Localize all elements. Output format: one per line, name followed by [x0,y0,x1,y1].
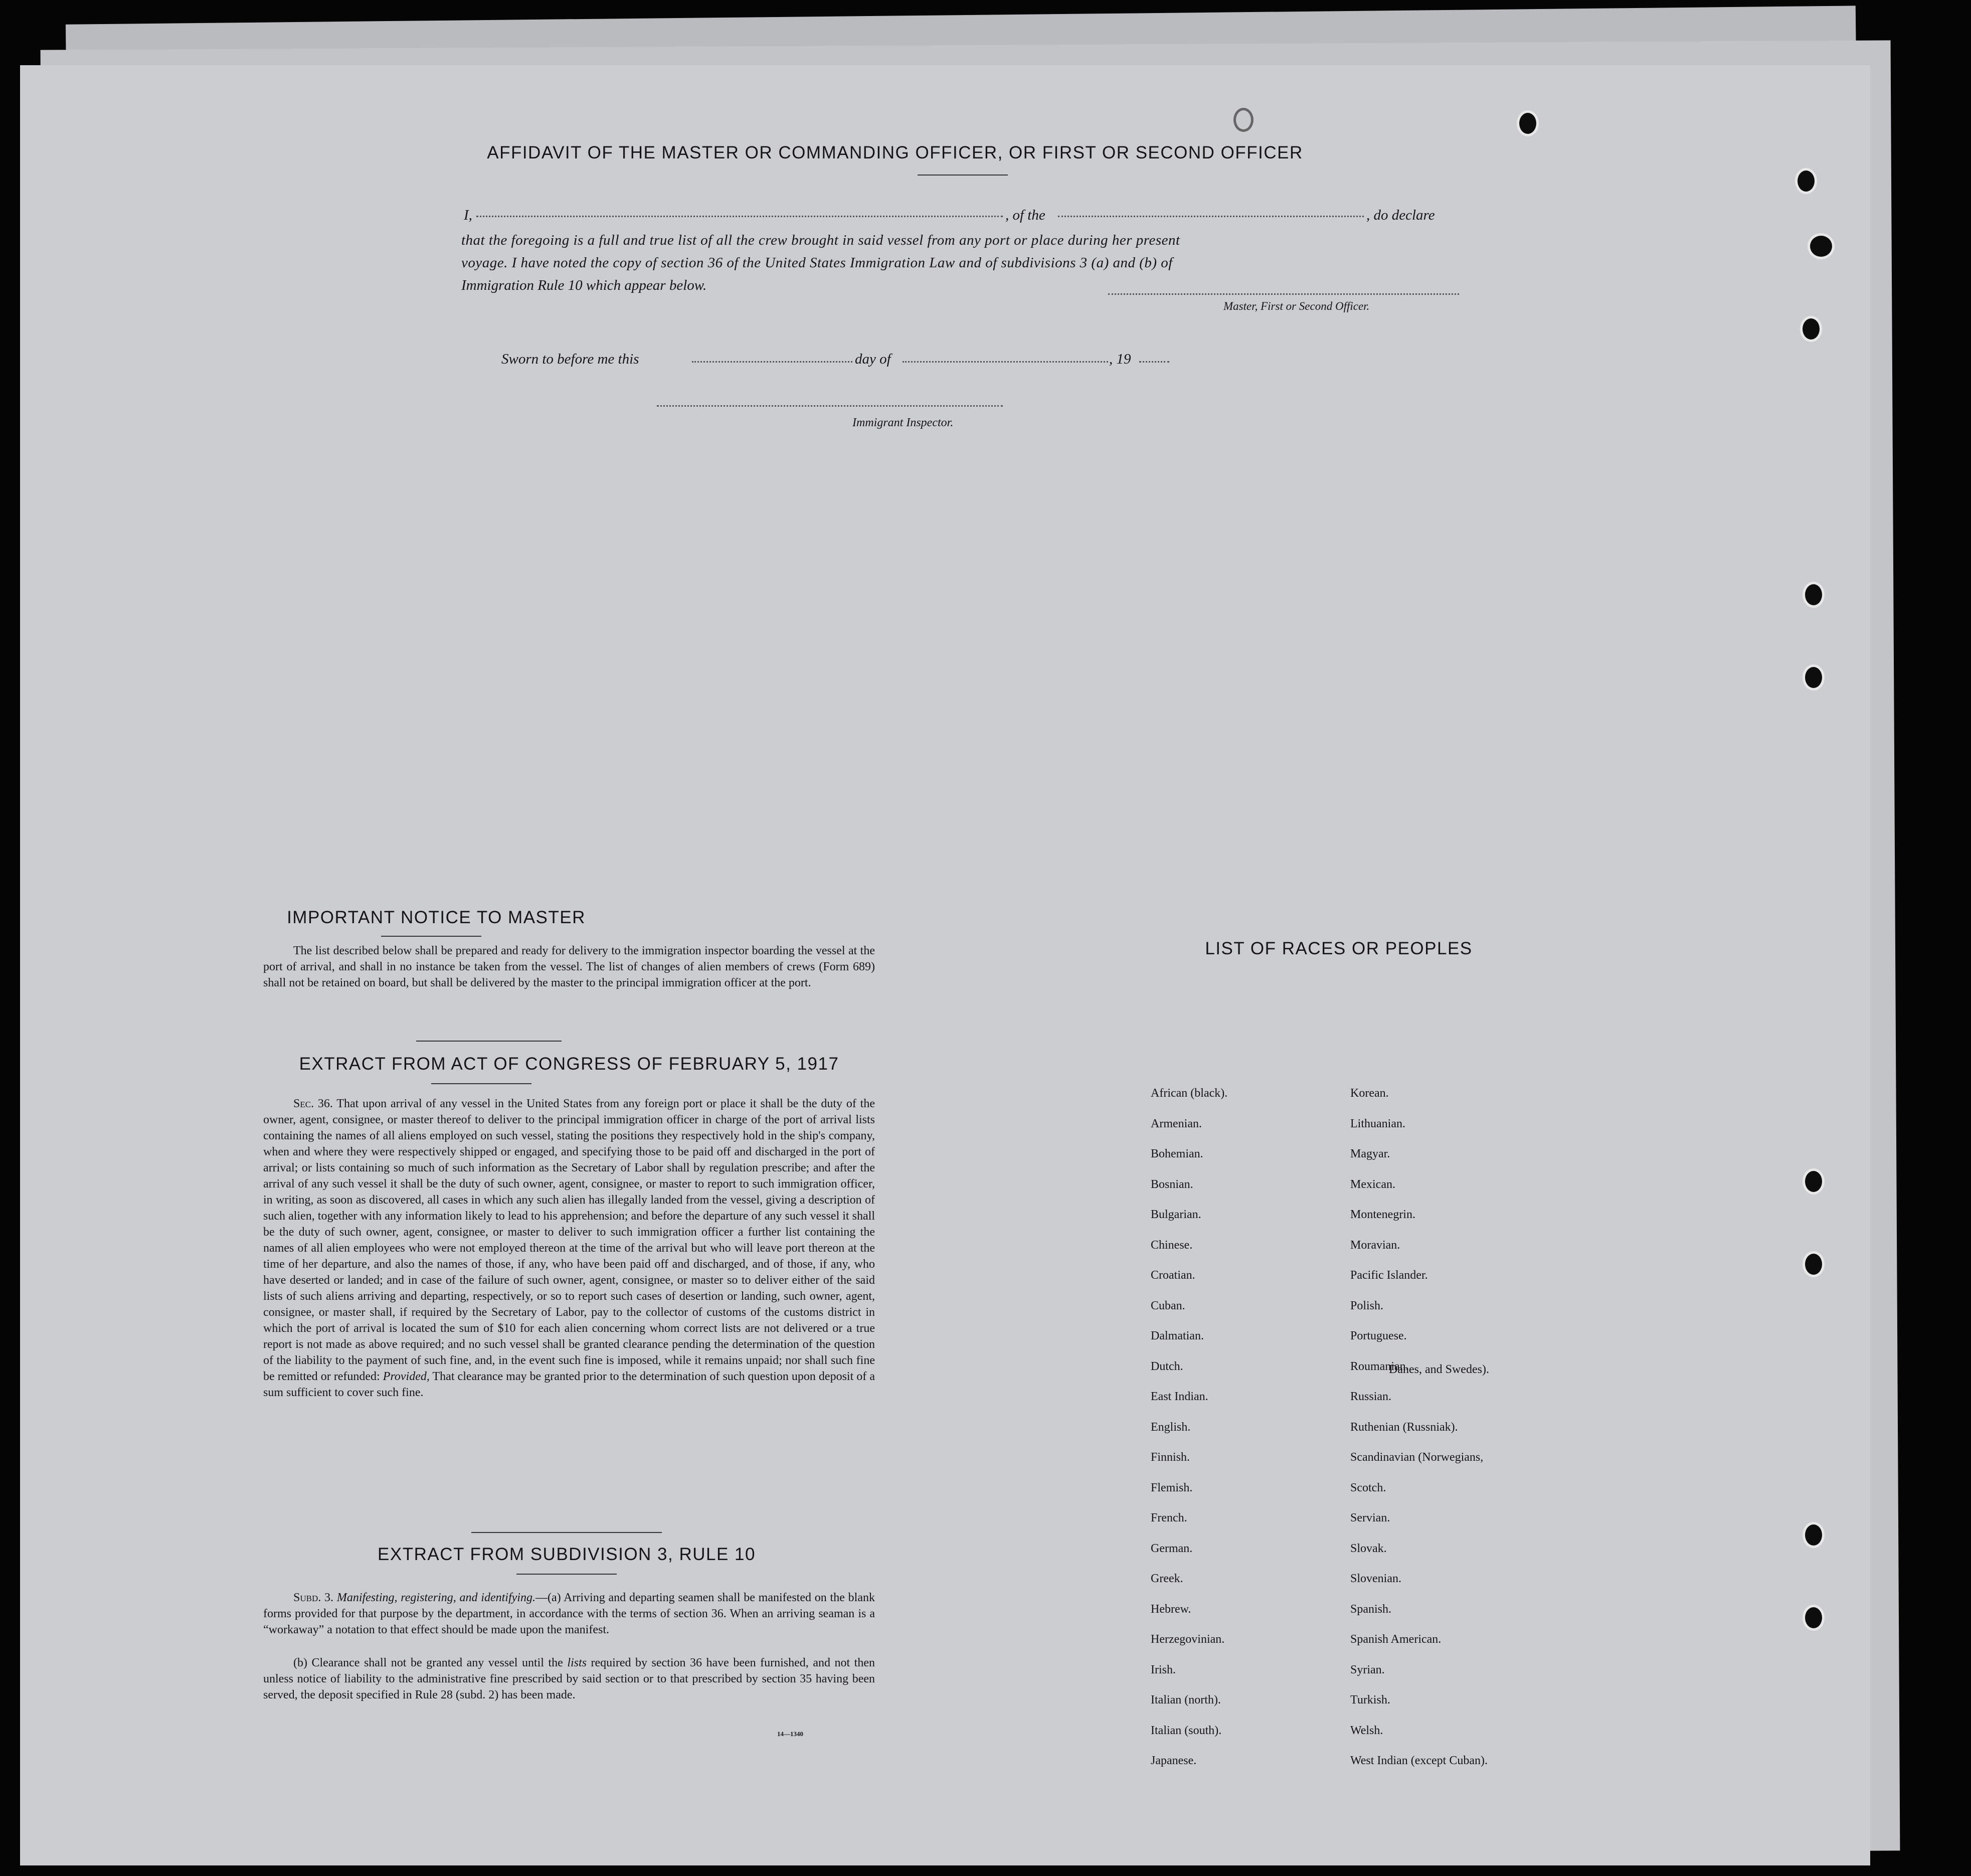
punch-hole [1803,1251,1825,1277]
race-item: Slovenian. [1350,1572,1401,1585]
race-item: Pacific Islander. [1350,1269,1428,1282]
subd-label: Subd. 3. [293,1591,334,1604]
divider [381,936,481,937]
signature-label: Master, First or Second Officer. [1223,300,1370,312]
affidavit-title: AFFIDAVIT OF THE MASTER OR COMMANDING OFFICER, OR FIRST OR SECOND OFFICER [487,143,1303,162]
race-item: Moravian. [1350,1238,1400,1252]
para-b-end: required by section 36 have been furnished, and not then unless notice of liability to the administrative fine prescribed by said section or to that prescribed by section 35 having been served, the deposit specified in Rule 28 (subd. 2) has been made. [263,1656,875,1701]
document-page [20,65,1870,1865]
rule-paragraph-a [263,1590,875,1638]
punch-hole [1795,168,1817,194]
subd-text: —(a) Arriving and departing seamen shall be manifested on the blank forms provided for that purpose by the department, in accordance with the terms of section 36. When an arriving seaman is a “workaway” a notation to that effect should be made upon the manifest. [263,1591,875,1636]
race-item: Roumanian. [1350,1359,1409,1373]
race-item: Servian. [1350,1511,1390,1524]
divider [416,1041,562,1042]
race-item: East Indian. [1151,1390,1208,1403]
punch-hole [1233,108,1253,132]
subd-title: Manifesting, registering, and identifying. [336,1591,535,1604]
sworn-day-field[interactable] [692,361,852,363]
race-item: English. [1151,1420,1191,1434]
race-item: Chinese. [1151,1238,1193,1252]
signature-field[interactable] [1108,293,1459,295]
divider [471,1532,662,1533]
affidavit-line: Immigration Rule 10 which appear below. [461,277,707,293]
punch-hole [1803,1522,1825,1548]
race-item: Flemish. [1151,1481,1193,1494]
punch-hole [1808,233,1835,259]
race-item: Spanish American. [1350,1633,1442,1646]
rule-extract-title: EXTRACT FROM SUBDIVISION 3, RULE 10 [378,1545,756,1564]
race-item: Italian (north). [1151,1693,1221,1707]
race-item: German. [1151,1542,1193,1555]
section-label: Sec. 36. [293,1097,333,1110]
notice-text: The list described below shall be prepared and ready for delivery to the immigration inspector boarding the vessel at the port of arrival, and shall in no instance be taken from the vessel. The list of changes of alien members of crews (Form 689) shall not be retained on board, but shall be delivered by the master to the principal immigration officer at the port. [263,944,875,989]
race-item: Japanese. [1151,1754,1197,1767]
year-label: , 19 [1109,351,1131,367]
race-item-continuation: Danes, and Swedes). [1389,1363,1489,1376]
divider [516,1574,617,1575]
race-item: Lithuanian. [1350,1117,1405,1130]
name-field[interactable] [476,216,1003,217]
inspector-label: Immigrant Inspector. [852,416,954,429]
race-item: Scotch. [1350,1481,1386,1494]
race-item: Syrian. [1350,1663,1385,1676]
races-title: LIST OF RACES OR PEOPLES [1205,939,1473,958]
punch-hole [1803,664,1825,691]
race-item: French. [1151,1511,1187,1524]
race-item: Dalmatian. [1151,1329,1204,1342]
sworn-month-field[interactable] [903,361,1108,363]
race-item: Turkish. [1350,1693,1390,1707]
race-item: Irish. [1151,1663,1176,1676]
divider [431,1083,531,1084]
affidavit-i-label: I, [464,207,472,223]
race-item: Croatian. [1151,1269,1195,1282]
para-b-start: (b) Clearance shall not be granted any vessel until the [293,1656,563,1669]
race-item: Finnish. [1151,1451,1190,1464]
race-item: Greek. [1151,1572,1183,1585]
race-item: Mexican. [1350,1177,1395,1191]
rule-paragraph-b [263,1655,875,1703]
form-number: 14—1340 [777,1730,803,1738]
race-item: Hebrew. [1151,1602,1191,1616]
race-item: Korean. [1350,1087,1389,1100]
race-item: Italian (south). [1151,1724,1222,1737]
race-item: African (black). [1151,1087,1228,1100]
affidavit-line: voyage. I have noted the copy of section 36 of the United States Immigration Law and of subdivisions 3 (a) and (b) of [461,255,1173,271]
race-item: Russian. [1350,1390,1392,1403]
vessel-field[interactable] [1058,216,1364,217]
race-item: Polish. [1350,1299,1384,1312]
race-item: Bulgarian. [1151,1208,1201,1221]
race-item: Magyar. [1350,1147,1390,1160]
section-text: That upon arrival of any vessel in the United States from any foreign port or place it shall be the duty of the owner, agent, consignee, or master thereof to deliver to the principal immigration officer in charge of the port of arrival lists containing the names of all aliens employed on such vessel, stating the positions they respectively hold in the ship's company, when and where they were respectively shipped or engaged, and specifying those to be paid off and discharged in the port of arrival; or lists containing so much of such information as the Secretary of Labor shall by regulation prescribe; and after the arrival of any such vessel it shall be the duty of such owner, agent, consignee, or master to report to such immigration officer, in writing, as soon as discovered, all cases in which any such alien has illegally landed from the vessel, giving a description of such alien, together with any information likely to lead to his apprehension; and before the departure of any such vessel it shall be the duty of such owner, agent, consignee, or master to deliver to such immigration officer a further list containing the names of all alien employees who were not employed thereon at the time of the arrival but who will leave port thereon at the time of her departure, and also the names of those, if any, who have been paid off and discharged, and of those, if any, who have deserted or landed; and in case of the failure of such owner, agent, consignee, or master so to deliver either of the said lists of such aliens arriving and departing, respectively, or so to report such cases of desertion or landing, such owner, agent, consignee, or master shall, if required by the Secretary of Labor, pay to the collector of customs of the customs district in which the port of arrival is located the sum of $10 for each alien concerning whom correct lists are not delivered or a true report is not made as above required; and no such vessel shall be granted clearance pending the determination of the question of the liability to the payment of such fine, and, in the event such fine is imposed, while it remains unpaid; nor shall such fine be remitted or refunded: [263,1097,875,1383]
provided-label: Provided, [383,1370,430,1383]
race-item: Cuban. [1151,1299,1185,1312]
divider [918,175,1008,176]
race-item: Bosnian. [1151,1177,1193,1191]
para-b-lists: lists [567,1656,587,1669]
race-item: Portuguese. [1350,1329,1407,1342]
race-item: Herzegovinian. [1151,1633,1225,1646]
punch-hole [1803,1168,1825,1195]
race-item: Slovak. [1350,1542,1387,1555]
inspector-signature-field[interactable] [657,405,1003,407]
race-item: West Indian (except Cuban). [1350,1754,1488,1767]
punch-hole [1803,1605,1825,1631]
race-item: Spanish. [1350,1602,1392,1616]
race-item: Ruthenian (Russniak). [1350,1420,1458,1434]
act-extract-text [263,1096,875,1401]
act-extract-title: EXTRACT FROM ACT OF CONGRESS OF FEBRUARY 5, 1917 [299,1054,839,1074]
race-item: Montenegrin. [1350,1208,1415,1221]
day-of-label: day of [855,351,891,367]
race-item: Scandinavian (Norwegians, [1350,1451,1484,1464]
race-item: Bohemian. [1151,1147,1203,1160]
affidavit-line: that the foregoing is a full and true list of all the crew brought in said vessel from any port or place during her present [461,232,1180,248]
section-text-end: That clearance may be granted prior to the determination of such question upon deposit of a sum sufficient to cover such fine. [263,1370,875,1399]
do-declare-label: , do declare [1366,207,1435,223]
sworn-year-field[interactable] [1139,361,1169,363]
punch-hole [1803,582,1825,608]
race-item: Welsh. [1350,1724,1383,1737]
race-item: Dutch. [1151,1359,1183,1373]
notice-title: IMPORTANT NOTICE TO MASTER [287,908,586,927]
race-item: Armenian. [1151,1117,1202,1130]
punch-hole [1517,110,1539,136]
of-the-label: , of the [1005,207,1045,223]
sworn-label: Sworn to before me this [501,351,639,367]
punch-hole [1800,316,1822,342]
